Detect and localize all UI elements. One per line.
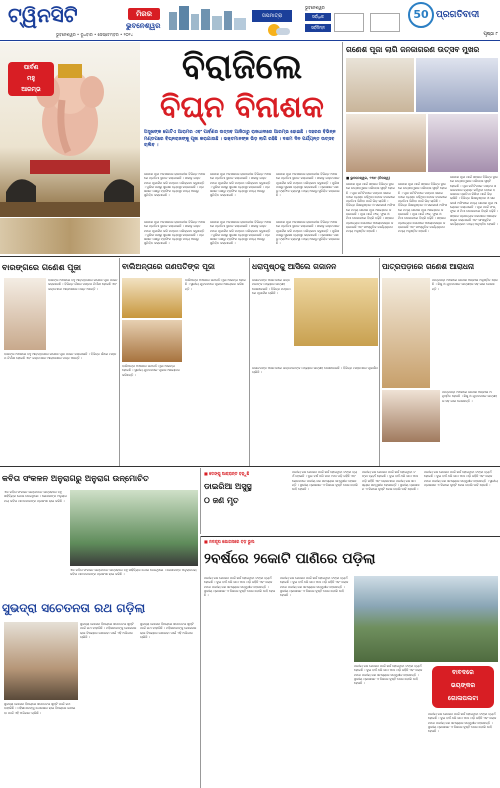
brand-name: ପ୍ରଗତିବାଦୀ (436, 10, 480, 20)
lead-body-col-5: ଗଣେଶ ପୂଜା ଅବସରରେ ରାଜଧାନୀର ବିଭିନ୍ନ ଅଞ୍ଚଳରେ ପ୍ରତିମା ସ୍ଥାପନ କରାଯାଇଛି । ସକାଳୁ ଭକ୍ତମାନେ ପୂଜାର୍ଚ୍ଚନା କରି ମଣ୍ଡପ ପରିକ୍ରମା କରୁଛନ୍ତି । ପୁଲିସ ପକ୍ଷରୁ ସୁରକ୍ଷା ବ୍ୟବସ୍ଥା କରାଯାଇଛି । ପ୍ରଶାସନ ପକ୍ଷରୁ ଟ୍ରାଫିକ ବ୍ୟବସ୍ଥା ମଧ୍ୟ ଆଗରୁ ସୁନିଶ୍ଚିତ କରାଯାଇଛି । (210, 220, 272, 246)
row2-photo-1 (4, 278, 46, 350)
weather-row-1: ଭୁବନେଶ୍ୱର (305, 5, 325, 10)
dengue-body-b: ପାନୀୟ ଜଳ ଯୋଜନା ପାଇଁ ଖର୍ଚ୍ଚ ହୋଇଥିବା ଟଙ୍କା ବ୍ୟର୍ଥ ହୋଇଛି । ଦୁଇ ବର୍ଷ ଧରି କାମ ଅଧା ପଡ଼ି ରହିଛି ଏବଂ ଲୋକମାନେ ପାନୀୟ ଜଳ ସମସ୍ୟାର ସମ୍ମୁଖୀନ ହେଉଛନ୍ତି । ସ୍ଥାନୀୟ ପ୍ରଶାସନ ଏ ଦିଗରେ ଦୃଷ୍ଟି ଦେଉ ବୋଲି ଦାବି ହେଉଛି । (362, 470, 420, 492)
lead-tag-line-3: ଆରମ୍ଭ (21, 86, 41, 93)
lead-body-col-6: ଗଣେଶ ପୂଜା ଅବସରରେ ରାଜଧାନୀର ବିଭିନ୍ନ ଅଞ୍ଚଳରେ ପ୍ରତିମା ସ୍ଥାପନ କରାଯାଇଛି । ସକାଳୁ ଭକ୍ତମାନେ ପୂଜାର୍ଚ୍ଚନା କରି ମଣ୍ଡପ ପରିକ୍ରମା କରୁଛନ୍ତି । ପୁଲିସ ପକ୍ଷରୁ ସୁରକ୍ଷା ବ୍ୟବସ୍ଥା କରାଯାଇଛି । ପ୍ରଶାସନ ପକ୍ଷରୁ ଟ୍ରାଫିକ ବ୍ୟବସ୍ଥା ମଧ୍ୟ ଆଗରୁ ସୁନିଶ୍ଚିତ କରାଯାଇଛି । (276, 220, 341, 246)
dengue-body-a: ପାନୀୟ ଜଳ ଯୋଜନା ପାଇଁ ଖର୍ଚ୍ଚ ହୋଇଥିବା ଟଙ୍କା ବ୍ୟର୍ଥ ହୋଇଛି । ଦୁଇ ବର୍ଷ ଧରି କାମ ଅଧା ପଡ଼ି ରହିଛି ଏବଂ ଲୋକମାନେ ପାନୀୟ ଜଳ ସମସ୍ୟାର ସମ୍ମୁଖୀନ ହେଉଛନ୍ତି । ସ୍ଥାନୀୟ ପ୍ରଶାସନ ଏ ଦିଗରେ ଦୃଷ୍ଟି ଦେଉ ବୋଲି ଦାବି ହେଉଛି । (292, 470, 359, 492)
lead-body-col-2: ଗଣେଶ ପୂଜା ଅବସରରେ ରାଜଧାନୀର ବିଭିନ୍ନ ଅଞ୍ଚଳରେ ପ୍ରତିମା ସ୍ଥାପନ କରାଯାଇଛି । ସକାଳୁ ଭକ୍ତମାନେ ପୂଜାର୍ଚ୍ଚନା କରି ମଣ୍ଡପ ପରିକ୍ରମା କରୁଛନ୍ତି । ପୁଲିସ ପକ୍ଷରୁ ସୁରକ୍ଷା ବ୍ୟବସ୍ଥା କରାଯାଇଛି । ପ୍ରଶାସନ ପକ୍ଷରୁ ଟ୍ରାଫିକ ବ୍ୟବସ୍ଥା ମଧ୍ୟ ଆଗରୁ ସୁନିଶ୍ଚିତ କରାଯାଇଛି । (210, 172, 272, 198)
page-number: ପୃଷ୍ଠା ୮ (483, 32, 498, 37)
dengue-headline-2: ୦ ଜଣ ମୃତ (204, 496, 239, 505)
masthead (0, 0, 500, 40)
row3-top-rule (0, 466, 500, 467)
row2-photo-3 (294, 278, 378, 346)
cloud-icon (276, 28, 290, 35)
lower-badge-line-2: ଭୟଙ୍କର (450, 682, 476, 689)
weather-label: ତାପମାତ୍ରା (252, 10, 292, 22)
subhadra-rath-photo (4, 622, 78, 700)
row2-body-4b: ପାତ୍ରପଡ଼ା ଅଞ୍ଚଳରେ ଗଣେଶ ଆରାଧନା ଅନୁଷ୍ଠିତ ହେଉଛି । ଶିଶୁ ଓ ଯୁବକମାନେ ଉତ୍ସାହର ସହ ଭାଗ ନେଉଛନ୍ତି । (442, 390, 498, 403)
lead-body-col-1: ଗଣେଶ ପୂଜା ଅବସରରେ ରାଜଧାନୀର ବିଭିନ୍ନ ଅଞ୍ଚଳରେ ପ୍ରତିମା ସ୍ଥାପନ କରାଯାଇଛି । ସକାଳୁ ଭକ୍ତମାନେ ପୂଜାର୍ଚ୍ଚନା କରି ମଣ୍ଡପ ପରିକ୍ରମା କରୁଛନ୍ତି । ପୁଲିସ ପକ୍ଷରୁ ସୁରକ୍ଷା ବ୍ୟବସ୍ଥା କରାଯାଇଛି । ପ୍ରଶାସନ ପକ୍ଷରୁ ଟ୍ରାଫିକ ବ୍ୟବସ୍ଥା ମଧ୍ୟ ଆଗରୁ ସୁନିଶ୍ଚିତ କରାଯାଇଛି । (144, 172, 206, 198)
row2-body-1a: ବାରଙ୍ଗ ଅଞ୍ଚଳରେ ବହୁ ଆଡ଼ମ୍ବରରେ ଗଣେଶ ପୂଜା ପାଳନ କରାଯାଉଛି । ବିଭିନ୍ନ ଗାଁରେ ମଣ୍ଡପ ନିର୍ମାଣ ହୋଇଛି ଏବଂ ଭକ୍ତମାନେ ଆରାଧନାରେ ମଗ୍ନ ଅଛନ୍ତି । (48, 278, 119, 291)
lead-tag-line-1: ପାର୍ବଣ (23, 64, 39, 71)
row2-photo-2b (122, 320, 182, 362)
row2-headline-2: ବାଲିଅନ୍ତାରେ ଗଣପତିଙ୍କ ପୂଜା (122, 262, 215, 271)
sidebar-divider (342, 42, 343, 254)
weather-row-3: ସର୍ବନିମ୍ନ (305, 24, 331, 32)
row2-divider-3 (379, 258, 380, 466)
row2-body-2a: ବାଲିଅନ୍ତା ଅଞ୍ଚଳରେ ଗଣପତି ପୂଜା ଆରମ୍ଭ ହୋଇଛି । ସ୍ଥାନୀୟ ଯୁବକମାନେ ପୂଜାର ଆୟୋଜନ କରିଛନ୍ତି । (122, 364, 181, 377)
lead-headline-1: ବିରାଜିଲେ (181, 47, 303, 87)
row2-photo-4 (382, 278, 430, 388)
lower-badge-line-1: ବାବଦରେ (452, 669, 474, 676)
dengue-body-c: ପାନୀୟ ଜଳ ଯୋଜନା ପାଇଁ ଖର୍ଚ୍ଚ ହୋଇଥିବା ଟଙ୍କା ବ୍ୟର୍ଥ ହୋଇଛି । ଦୁଇ ବର୍ଷ ଧରି କାମ ଅଧା ପଡ଼ି ରହିଛି ଏବଂ ଲୋକମାନେ ପାନୀୟ ଜଳ ସମସ୍ୟାର ସମ୍ମୁଖୀନ ହେଉଛନ୍ତି । ସ୍ଥାନୀୟ ପ୍ରଶାସନ ଏ ଦିଗରେ ଦୃଷ୍ଟି ଦେଉ ବୋଲି ଦାବି ହେଉଛି । (424, 470, 499, 487)
skyline-illustration (165, 2, 250, 30)
row2-headline-4: ପାତ୍ରପଡ଼ାରେ ଗଣେଶ ଆରାଧନା (382, 262, 475, 271)
row2-photo-4b (382, 390, 440, 442)
row2-headline-3: ଧରାପୃଷ୍ଠକୁ ଆସିଲେ ଗଜାନନ (252, 262, 337, 271)
masthead-rule (0, 40, 500, 41)
dengue-kicker: ■ ଡେଙ୍ଗୁ ଆକ୍ରାନ୍ତ ବଢ଼ୁଛି (204, 471, 250, 476)
row2-body-1b: ବାରଙ୍ଗ ଅଞ୍ଚଳରେ ବହୁ ଆଡ଼ମ୍ବରରେ ଗଣେଶ ପୂଜା ପାଳନ କରାଯାଉଛି । ବିଭିନ୍ନ ଗାଁରେ ମଣ୍ଡପ ନିର୍ମାଣ ହୋଇଛି ଏବଂ ଭକ୍ତମାନେ ଆରାଧନାରେ ମଗ୍ନ ଅଛନ୍ତି । (4, 352, 117, 361)
poetry-body-a: ଏକ କବିତା ସଂକଳନ ଉନ୍ମୋଚନ ଉତ୍ସବରେ ବହୁ ସାହିତ୍ୟିକ ଯୋଗ ଦେଇଥିଲେ । ଲେଖକଙ୍କ ଅନୁରାଗମୟ କବିତା ପାଠକମାନଙ୍କ ପ୍ରଶଂସା ଲାଭ କରିଛି । (4, 490, 67, 503)
sidebar-byline: ■ ଭୁବନେଶ୍ୱର, ୨୩ା୯ (ନିଜସ୍ୱ) (346, 176, 391, 180)
subhadra-headline: ସୁଭଦ୍ରା ସଚେତନତା ରଥ ଗଡ଼ିଲା (2, 601, 146, 615)
sidebar-body-col-3: ଗଣେଶ ପୂଜା ପାଇଁ ସହରର ବିଭିନ୍ନ ସ୍ଥାନରେ ଉତ୍ସବମୁଖର ପରିବେଶ ସୃଷ୍ଟି ହୋଇଛି । ପୂଜା କମିଟିମାନେ ମଣ୍ଡପ ସଜାଇବାରେ ବ୍ୟସ୍ତ ରହିଥିବା ବେଳେ ବଜାରରେ ପ୍ରତିମା କିଣିବା ପାଇଁ ଭିଡ଼ ଲାଗିଛି । ବିଭିନ୍ନ ଶିକ୍ଷାନୁଷ୍ଠାନ ଓ ସରକାରୀ ଅଫିସରେ ମଧ୍ୟ ଗଣେଶ ପୂଜା ଆୟୋଜନ କରାଯାଇଛି । ପୂଜା ପାଇଁ ଫଳ, ଫୁଲ ଓ ମିଠା ଦୋକାନରେ ବିକ୍ରି ବଢ଼ିଛି । ସହରର ପ୍ରତ୍ୟେକ କୋଣରେ ଆଲୋକସଜ୍ଜା କରାଯାଇଛି ଏବଂ ସାଂସ୍କୃତିକ କାର୍ଯ୍ୟକ୍ରମ ମଧ୍ୟ ଅନୁଷ୍ଠିତ ହେଉଛି । (450, 175, 499, 227)
row2-body-2b: ବାଲିଅନ୍ତା ଅଞ୍ଚଳରେ ଗଣପତି ପୂଜା ଆରମ୍ଭ ହୋଇଛି । ସ୍ଥାନୀୟ ଯୁବକମାନେ ପୂଜାର ଆୟୋଜନ କରିଛନ୍ତି । (185, 278, 246, 291)
sidebar-body-col-2: ଗଣେଶ ପୂଜା ପାଇଁ ସହରର ବିଭିନ୍ନ ସ୍ଥାନରେ ଉତ୍ସବମୁଖର ପରିବେଶ ସୃଷ୍ଟି ହୋଇଛି । ପୂଜା କମିଟିମାନେ ମଣ୍ଡପ ସଜାଇବାରେ ବ୍ୟସ୍ତ ରହିଥିବା ବେଳେ ବଜାରରେ ପ୍ରତିମା କିଣିବା ପାଇଁ ଭିଡ଼ ଲାଗିଛି । ବିଭିନ୍ନ ଶିକ୍ଷାନୁଷ୍ଠାନ ଓ ସରକାରୀ ଅଫିସରେ ମଧ୍ୟ ଗଣେଶ ପୂଜା ଆୟୋଜନ କରାଯାଇଛି । ପୂଜା ପାଇଁ ଫଳ, ଫୁଲ ଓ ମିଠା ଦୋକାନରେ ବିକ୍ରି ବଢ଼ିଛି । ସହରର ପ୍ରତ୍ୟେକ କୋଣରେ ଆଲୋକସଜ୍ଜା କରାଯାଇଛି ଏବଂ ସାଂସ୍କୃତିକ କାର୍ଯ୍ୟକ୍ରମ ମଧ୍ୟ ଅନୁଷ୍ଠିତ ହେଉଛି । (398, 182, 448, 234)
masthead-dateline: ଭୁବନେଶ୍ୱର • ବୁଧବାର • ସେପ୍ଟେମ୍ବର • ୨୦୨୪ (56, 32, 134, 37)
poetry-body-b: ଏକ କବିତା ସଂକଳନ ଉନ୍ମୋଚନ ଉତ୍ସବରେ ବହୁ ସାହିତ୍ୟିକ ଯୋଗ ଦେଇଥିଲେ । ଲେଖକଙ୍କ ଅନୁରାଗମୟ କବିତା ପାଠକମାନଙ୍କ ପ୍ରଶଂସା ଲାଭ କରିଛି । (70, 568, 198, 577)
masthead-badge: ମିରର (128, 8, 160, 20)
row2-divider-2 (249, 258, 250, 466)
lead-body-col-3: ଗଣେଶ ପୂଜା ଅବସରରେ ରାଜଧାନୀର ବିଭିନ୍ନ ଅଞ୍ଚଳରେ ପ୍ରତିମା ସ୍ଥାପନ କରାଯାଇଛି । ସକାଳୁ ଭକ୍ତମାନେ ପୂଜାର୍ଚ୍ଚନା କରି ମଣ୍ଡପ ପରିକ୍ରମା କରୁଛନ୍ତି । ପୁଲିସ ପକ୍ଷରୁ ସୁରକ୍ଷା ବ୍ୟବସ୍ଥା କରାଯାଇଛି । ପ୍ରଶାସନ ପକ୍ଷରୁ ଟ୍ରାଫିକ ବ୍ୟବସ୍ଥା ମଧ୍ୟ ଆଗରୁ ସୁନିଶ୍ଚିତ କରାଯାଇଛି । (276, 172, 341, 198)
devotees-photo (0, 218, 140, 254)
poetry-headline: କବିତା ସଂକଳନ ଅନୁରାଗରୁ ଅନୁରାଗ ଉନ୍ମୋଚିତ (2, 473, 149, 483)
sidebar-body-col-1: ଗଣେଶ ପୂଜା ପାଇଁ ସହରର ବିଭିନ୍ନ ସ୍ଥାନରେ ଉତ୍ସବମୁଖର ପରିବେଶ ସୃଷ୍ଟି ହୋଇଛି । ପୂଜା କମିଟିମାନେ ମଣ୍ଡପ ସଜାଇବାରେ ବ୍ୟସ୍ତ ରହିଥିବା ବେଳେ ବଜାରରେ ପ୍ରତିମା କିଣିବା ପାଇଁ ଭିଡ଼ ଲାଗିଛି । ବିଭିନ୍ନ ଶିକ୍ଷାନୁଷ୍ଠାନ ଓ ସରକାରୀ ଅଫିସରେ ମଧ୍ୟ ଗଣେଶ ପୂଜା ଆୟୋଜନ କରାଯାଇଛି । ପୂଜା ପାଇଁ ଫଳ, ଫୁଲ ଓ ମିଠା ଦୋକାନରେ ବିକ୍ରି ବଢ଼ିଛି । ସହରର ପ୍ରତ୍ୟେକ କୋଣରେ ଆଲୋକସଜ୍ଜା କରାଯାଇଛି ଏବଂ ସାଂସ୍କୃତିକ କାର୍ଯ୍ୟକ୍ରମ ମଧ୍ୟ ଅନୁଷ୍ଠିତ ହେଉଛି । (346, 182, 396, 234)
weather-values (334, 13, 364, 32)
row2-body-3a: ଗଜାନନଙ୍କ ଆଗମନରେ ଭକ୍ତମାନଙ୍କ ମଧ୍ୟରେ ଉତ୍ସାହ ଦେଖାଦେଇଛି । ବିଭିନ୍ନ ମଣ୍ଡପରେ ପୂଜାର୍ଚ୍ଚନା ଚାଲିଛି । (252, 278, 291, 295)
sidebar-photo-2 (416, 58, 498, 112)
subhadra-body-a: ସୁଭଦ୍ରା ଯୋଜନା ବିଷୟରେ ସଚେତନତା ସୃଷ୍ଟି ପାଇଁ ରଥ ବାହାରିଛି । ମହିଳାମାନଙ୍କୁ ଯୋଜନାର ଲାଭ ବିଷୟରେ ଜଣାଇବା ପାଇଁ ଏହି ଅଭିଯାନ ଚାଲିଛି । (80, 622, 138, 639)
anniversary-logo: 50 (408, 2, 434, 28)
lower-body-col-3: ପାନୀୟ ଜଳ ଯୋଜନା ପାଇଁ ଖର୍ଚ୍ଚ ହୋଇଥିବା ଟଙ୍କା ବ୍ୟର୍ଥ ହୋଇଛି । ଦୁଇ ବର୍ଷ ଧରି କାମ ଅଧା ପଡ଼ି ରହିଛି ଏବଂ ଲୋକମାନେ ପାନୀୟ ଜଳ ସମସ୍ୟାର ସମ୍ମୁଖୀନ ହେଉଛନ୍ତି । ସ୍ଥାନୀୟ ପ୍ରଶାସନ ଏ ଦିଗରେ ଦୃଷ୍ଟି ଦେଉ ବୋଲି ଦାବି ହେଉଛି । (354, 664, 423, 686)
sidebar-photo-4 (428, 114, 498, 172)
lead-tag-line-2: ମହୁ (27, 75, 35, 82)
lead-intro: ଅସୁଖଙ୍କ ଗୋଟିଏ ଆରାମର ଏବଂ ପାର୍ବଣର ଉତ୍ସବ ଆଜିଠାରୁ ରାଜଧାନୀରେ ଆରମ୍ଭ ହୋଇଛି । ସହରର ବିଭିନ୍ନ ମଣ୍ଡପରେ ବିଘ୍ନରାଜଙ୍କୁ ପୂଜା କରାଯାଉଛି । ଭକ୍ତମାନଙ୍କ ଭିଡ଼ ଲାଗି ରହିଛି । ଦଶମ ଦିନ ପର୍ଯ୍ୟନ୍ତ ଉତ୍ସବ ଚାଲିବ । (144, 130, 338, 149)
lower-divider (200, 536, 201, 788)
lower-top-rule (200, 536, 500, 537)
row2-body-4a: ପାତ୍ରପଡ଼ା ଅଞ୍ଚଳରେ ଗଣେଶ ଆରାଧନା ଅନୁଷ୍ଠିତ ହେଉଛି । ଶିଶୁ ଓ ଯୁବକମାନେ ଉତ୍ସାହର ସହ ଭାଗ ନେଉଛନ୍ତି । (432, 278, 498, 291)
lead-tag (8, 62, 54, 96)
masthead-city: ଭୁବନେଶ୍ୱର (126, 22, 161, 30)
lead-body-col-4: ଗଣେଶ ପୂଜା ଅବସରରେ ରାଜଧାନୀର ବିଭିନ୍ନ ଅଞ୍ଚଳରେ ପ୍ରତିମା ସ୍ଥାପନ କରାଯାଇଛି । ସକାଳୁ ଭକ୍ତମାନେ ପୂଜାର୍ଚ୍ଚନା କରି ମଣ୍ଡପ ପରିକ୍ରମା କରୁଛନ୍ତି । ପୁଲିସ ପକ୍ଷରୁ ସୁରକ୍ଷା ବ୍ୟବସ୍ଥା କରାଯାଇଛି । ପ୍ରଶାସନ ପକ୍ଷରୁ ଟ୍ରାଫିକ ବ୍ୟବସ୍ଥା ମଧ୍ୟ ଆଗରୁ ସୁନିଶ୍ଚିତ କରାଯାଇଛି । (144, 220, 206, 246)
sidebar-heading: ଗଣେଶ ପୂଜା ଲାଗି ଜନଜାଗରଣ ଉତ୍ସବ ମୁଖର (346, 45, 480, 54)
row2-photo-2 (122, 278, 182, 318)
weather-values-b (370, 13, 400, 32)
row3-divider-1 (200, 468, 201, 534)
weather-row-2: ସର୍ବାଧିକ (305, 13, 331, 21)
lower-kicker: ■ ନଳକୂପ ଯୋଜନାରେ ବଡ଼ ଭୁଲ (204, 539, 255, 544)
lower-body-col-4: ପାନୀୟ ଜଳ ଯୋଜନା ପାଇଁ ଖର୍ଚ୍ଚ ହୋଇଥିବା ଟଙ୍କା ବ୍ୟର୍ଥ ହୋଇଛି । ଦୁଇ ବର୍ଷ ଧରି କାମ ଅଧା ପଡ଼ି ରହିଛି ଏବଂ ଲୋକମାନେ ପାନୀୟ ଜଳ ସମସ୍ୟାର ସମ୍ମୁଖୀନ ହେଉଛନ୍ତି । ସ୍ଥାନୀୟ ପ୍ରଶାସନ ଏ ଦିଗରେ ଦୃଷ୍ଟି ଦେଉ ବୋଲି ଦାବି ହେଉଛି । (428, 712, 497, 734)
sidebar-photo-3 (346, 114, 426, 172)
row2-top-rule (0, 256, 500, 257)
lead-headline-2: ବିଘ୍ନ ବିନାଶକ (160, 90, 324, 125)
row2-divider-1 (119, 258, 120, 466)
lower-badge-line-3: ଗୋଳାପଲଟା (447, 695, 479, 702)
subhadra-body-b: ସୁଭଦ୍ରା ଯୋଜନା ବିଷୟରେ ସଚେତନତା ସୃଷ୍ଟି ପାଇଁ ରଥ ବାହାରିଛି । ମହିଳାମାନଙ୍କୁ ଯୋଜନାର ଲାଭ ବିଷୟରେ ଜଣାଇବା ପାଇଁ ଏହି ଅଭିଯାନ ଚାଲିଛି । (140, 622, 198, 639)
row2-body-3b: ଗଜାନନଙ୍କ ଆଗମନରେ ଭକ୍ତମାନଙ୍କ ମଧ୍ୟରେ ଉତ୍ସାହ ଦେଖାଦେଇଛି । ବିଭିନ୍ନ ମଣ୍ଡପରେ ପୂଜାର୍ଚ୍ଚନା ଚାଲିଛି । (252, 366, 378, 375)
pond-photo (354, 576, 498, 662)
lower-body-col-2: ପାନୀୟ ଜଳ ଯୋଜନା ପାଇଁ ଖର୍ଚ୍ଚ ହୋଇଥିବା ଟଙ୍କା ବ୍ୟର୍ଥ ହୋଇଛି । ଦୁଇ ବର୍ଷ ଧରି କାମ ଅଧା ପଡ଼ି ରହିଛି ଏବଂ ଲୋକମାନେ ପାନୀୟ ଜଳ ସମସ୍ୟାର ସମ୍ମୁଖୀନ ହେଉଛନ୍ତି । ସ୍ଥାନୀୟ ପ୍ରଶାସନ ଏ ଦିଗରେ ଦୃଷ୍ଟି ଦେଉ ବୋଲି ଦାବି ହେଉଛି । (280, 576, 349, 598)
lower-badge (432, 666, 494, 708)
lower-body-col-1: ପାନୀୟ ଜଳ ଯୋଜନା ପାଇଁ ଖର୍ଚ୍ଚ ହୋଇଥିବା ଟଙ୍କା ବ୍ୟର୍ଥ ହୋଇଛି । ଦୁଇ ବର୍ଷ ଧରି କାମ ଅଧା ପଡ଼ି ରହିଛି ଏବଂ ଲୋକମାନେ ପାନୀୟ ଜଳ ସମସ୍ୟାର ସମ୍ମୁଖୀନ ହେଉଛନ୍ତି । ସ୍ଥାନୀୟ ପ୍ରଶାସନ ଏ ଦିଗରେ ଦୃଷ୍ଟି ଦେଉ ବୋଲି ଦାବି ହେଉଛି । (204, 576, 276, 598)
sidebar-photo-1 (346, 58, 414, 112)
masthead-title: ଟ୍ୱିନସିଟି (8, 3, 78, 27)
poetry-launch-photo (70, 490, 198, 566)
row2-headline-1: ବାରଙ୍ଗରେ ଗଣେଶ ପୂଜା (2, 262, 82, 272)
dengue-headline-1: ଡାଇରିଆ ଅସୁସ୍ଥ (204, 482, 252, 491)
subhadra-body-c: ସୁଭଦ୍ରା ଯୋଜନା ବିଷୟରେ ସଚେତନତା ସୃଷ୍ଟି ପାଇଁ ରଥ ବାହାରିଛି । ମହିଳାମାନଙ୍କୁ ଯୋଜନାର ଲାଭ ବିଷୟରେ ଜଣାଇବା ପାଇଁ ଏହି ଅଭିଯାନ ଚାଲିଛି । (4, 702, 76, 715)
lower-headline: ୨ବର୍ଷରେ ୨କୋଟି ପାଣିରେ ପଡ଼ିଲା (204, 551, 376, 567)
